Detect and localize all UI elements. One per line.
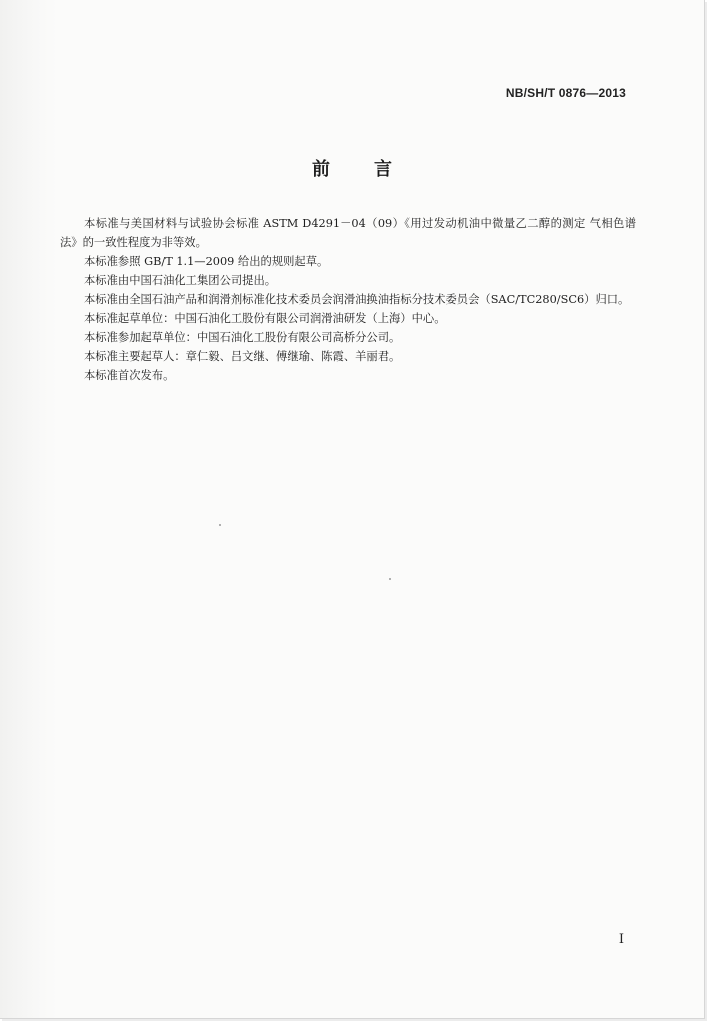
paragraph-drafting-rules: 本标准参照 GB/T 1.1—2009 给出的规则起草。 (84, 255, 329, 268)
standard-number: NB/SH/T 0876—2013 (505, 86, 626, 100)
page-title: 前言 (312, 159, 436, 180)
paragraph-first-release: 本标准首次发布。 (84, 369, 175, 382)
foreword-body (60, 214, 636, 385)
paragraph-participating-unit: 本标准参加起草单位：中国石油化工股份有限公司高桥分公司。 (84, 331, 401, 344)
scan-speck (219, 524, 221, 526)
paragraph-committee: 本标准由全国石油产品和润滑剂标准化技术委员会润滑油换油指标分技术委员会（SAC/TC280/SC6）归口。 (84, 293, 630, 306)
page-number: I (618, 932, 624, 947)
paragraph-proposer: 本标准由中国石油化工集团公司提出。 (84, 274, 277, 287)
paragraph-drafters: 本标准主要起草人：章仁毅、吕文继、傅继瑜、陈霞、羊丽君。 (84, 350, 401, 363)
paragraph-equivalence: 本标准与美国材料与试验协会标准 ASTM D4291－04（09）《用过发动机油中微量乙二醇的测定 气相色谱法》的一致性程度为非等效。 (60, 217, 636, 249)
scan-speck (389, 578, 391, 580)
paragraph-drafting-unit: 本标准起草单位：中国石油化工股份有限公司润滑油研发（上海）中心。 (84, 312, 446, 325)
scan-edge-shadow (0, 0, 58, 1018)
